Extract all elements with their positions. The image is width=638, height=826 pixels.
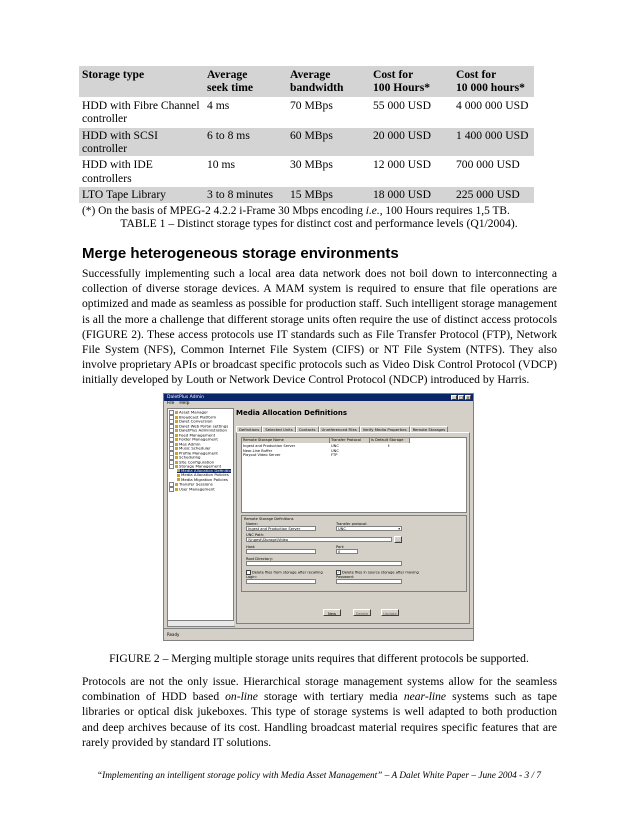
name-field: Ingest and Production Server <box>246 526 316 531</box>
storage-definition-group <box>241 515 467 592</box>
list-item: FTP <box>331 453 338 457</box>
list-item: UNC <box>331 444 339 448</box>
table-row <box>79 127 534 157</box>
table-cell: 4 ms <box>204 97 287 127</box>
folder-icon <box>177 469 180 472</box>
menu-file: File <box>167 401 175 406</box>
delete-after-move-checkbox: ✓ Delete files in source storage after moving <box>337 570 419 575</box>
new-button: New <box>323 609 341 616</box>
group-title: Remote Storage Definitions <box>244 517 294 521</box>
table-cell: HDD with Fibre Channel controller <box>79 97 204 127</box>
status-bar <box>164 628 473 640</box>
list-header: Remote Storage Name <box>242 438 330 443</box>
browse-button: ... <box>394 536 402 543</box>
table-cell: 18 000 USD <box>370 187 453 203</box>
menu-bar <box>164 401 473 407</box>
main-panel <box>234 408 470 626</box>
tab-remote-storages: Remote Storages <box>410 426 449 432</box>
chevron-down-icon: ▾ <box>398 527 400 531</box>
tab-panel <box>236 432 470 624</box>
tree-item: Mas Admin <box>169 442 200 447</box>
list-header: Is Default Storage <box>370 438 410 443</box>
update-button: Update <box>381 609 399 616</box>
port-field: 0 <box>336 549 358 554</box>
window-titlebar <box>164 394 473 401</box>
tab-definitions: Definitions <box>236 426 262 432</box>
table-cell: 55 000 USD <box>370 97 453 127</box>
tab-contacts: Contacts <box>296 426 319 432</box>
tab-unreferenced-files: Unreferenced Files <box>319 426 360 432</box>
paragraph: Protocols are not the only issue. Hierarchical storage management systems allow for the seamless combination of HDD based on-line storage with tertiary media near-line systems such as tape libraries or optical disk jukeboxes. This type of storage systems is well adapted to both production and deep archives because of its cost. Handling broadcast material requires specific features that are rarely provided by standard IT solutions. <box>82 675 557 749</box>
page-footer: “Implementing an intelligent storage policy with Media Asset Management” – A Dalet White Paper – June 2004 - 3 / 7 <box>96 771 542 781</box>
tree-item: Scheduling <box>169 455 201 460</box>
list-item: UNC <box>331 448 339 453</box>
window-title: DaletPlus Admin <box>167 395 204 400</box>
table-cell: HDD with IDE controllers <box>79 157 204 187</box>
tree-item: Profile Management <box>169 451 218 456</box>
tree-item: Feed Management <box>169 433 215 438</box>
root-label: Root Directory: <box>246 557 273 561</box>
table-cell: 1 400 000 USD <box>453 127 534 157</box>
tree-item: Dalet Conversion <box>169 419 212 424</box>
table-cell: 15 MBps <box>287 187 370 203</box>
login-field <box>246 579 316 584</box>
unc-field: \\ingest\Storage\Video <box>246 537 392 542</box>
tree-scrollbar <box>167 620 235 627</box>
table-cell: 3 to 8 minutes <box>204 187 287 203</box>
list-item: Near-Line Buffer <box>243 448 273 453</box>
protocol-label: Transfer protocol: <box>336 522 368 526</box>
table-cell: 4 000 000 USD <box>453 97 534 127</box>
tree-item: DaletPlus Administration <box>169 428 227 433</box>
password-field <box>336 579 402 584</box>
tree-item: Asset Manager <box>169 410 208 415</box>
table-cell: 225 000 USD <box>453 187 534 203</box>
tree-item: User Management <box>169 487 215 492</box>
tree-item: Storage Management <box>169 464 221 469</box>
minimize-icon: _ <box>453 395 455 400</box>
tree-item: Broadcast Platform <box>169 415 216 420</box>
storage-list <box>241 437 467 513</box>
table-row <box>79 187 534 203</box>
close-icon: × <box>466 395 470 400</box>
delete-after-recall-checkbox: Delete files from storage after recalling <box>246 570 323 575</box>
host-label: Host: <box>246 545 256 549</box>
tree-item: Transfer Sessions <box>169 482 213 487</box>
table-cell: 20 000 USD <box>370 127 453 157</box>
storage-table <box>79 66 534 220</box>
tree-item: Media Migration Policies <box>177 478 228 483</box>
tab-verify-media: Verify Media Properties <box>360 426 410 432</box>
password-label: Password: <box>336 575 354 579</box>
table-caption: TABLE 1 – Distinct storage types for distinct cost and performance levels (Q1/2004). <box>120 217 518 230</box>
tree-item: Media Allocation Policies <box>177 473 229 478</box>
header-cell: Average bandwidth <box>287 66 370 97</box>
header-cell: Storage type <box>79 66 204 97</box>
login-label: Login: <box>246 575 257 579</box>
list-header: Transfer Protocol <box>330 438 370 443</box>
header-cell: Average seek time <box>204 66 287 97</box>
tab-selected-units: Selected Units <box>262 426 295 432</box>
list-item: Playout Video Server <box>243 453 281 457</box>
table-cell: 12 000 USD <box>370 157 453 187</box>
header-cell: Cost for 10 000 hours* <box>453 66 534 97</box>
table-cell: 60 MBps <box>287 127 370 157</box>
protocol-select: UNC ▾ <box>338 527 400 531</box>
port-label: Port: <box>336 545 345 549</box>
table-cell: 70 MBps <box>287 97 370 127</box>
table-row <box>79 97 534 127</box>
paragraph: Successfully implementing such a local area data network does not boil down to interconnecting a collection of diverse storage devices. A MAM system is required to ensure that file operations are optimized and made as seamless as possible for production staff. Such intelligent storage management is all the more a challenge that different storage units often require the use of distinct access protocols (FIGURE 2). These access protocols use IT standards such as File Transfer Protocol (FTP), Network File System (NFS), Common Internet File System (CIFS) or NT File System (NTFS). They also involve proprietary APIs or broadcast specific protocols such as Video Disk Control Protocol (VDCP) initially developed by Louth or Network Device Control Protocol (NDCP) introduced by Harris. <box>82 267 557 387</box>
root-field <box>246 561 402 566</box>
menu-help: Help <box>179 401 190 406</box>
folder-icon <box>177 474 180 477</box>
table-cell: LTO Tape Library <box>79 187 204 203</box>
folder-icon <box>175 488 178 491</box>
panel-title: Media Allocation Definitions <box>236 409 347 417</box>
unc-label: UNC Path: <box>246 533 265 537</box>
table-cell: 6 to 8 ms <box>204 127 287 157</box>
figure-caption: FIGURE 2 – Merging multiple storage units requires that different protocols be supported. <box>109 652 529 665</box>
tree-item-selected: Media Allocation Definitio <box>177 469 231 474</box>
tree-item: Dalet Web Portal settings <box>169 424 228 429</box>
header-cell: Cost for 100 Hours* <box>370 66 453 97</box>
name-label: Name: <box>246 522 258 526</box>
default-storage-mark: ! <box>388 444 390 448</box>
status-text: Ready <box>167 632 180 637</box>
table-cell: 700 000 USD <box>453 157 534 187</box>
table-row <box>79 157 534 187</box>
table-header-row <box>79 66 534 97</box>
tree-item: Music Scheduler <box>169 446 211 451</box>
table-cell: HDD with SCSI controller <box>79 127 204 157</box>
table-note: (*) On the basis of MPEG-2 4.2.2 i-Frame 30 Mbps encoding i.e., 100 Hours requires 1,5 TB. <box>79 203 534 219</box>
tree-item: Folder Management <box>169 437 218 442</box>
tree-item: Site Configuration <box>169 460 214 465</box>
section-heading: Merge heterogeneous storage environments <box>82 245 399 262</box>
navigation-tree <box>167 408 234 621</box>
figure-screenshot <box>163 393 474 641</box>
table-cell: 30 MBps <box>287 157 370 187</box>
maximize-icon: □ <box>459 395 463 400</box>
host-field <box>246 549 316 554</box>
delete-button: Delete <box>353 609 371 616</box>
list-item: Ingest and Production Server <box>243 444 296 448</box>
table-cell: 10 ms <box>204 157 287 187</box>
